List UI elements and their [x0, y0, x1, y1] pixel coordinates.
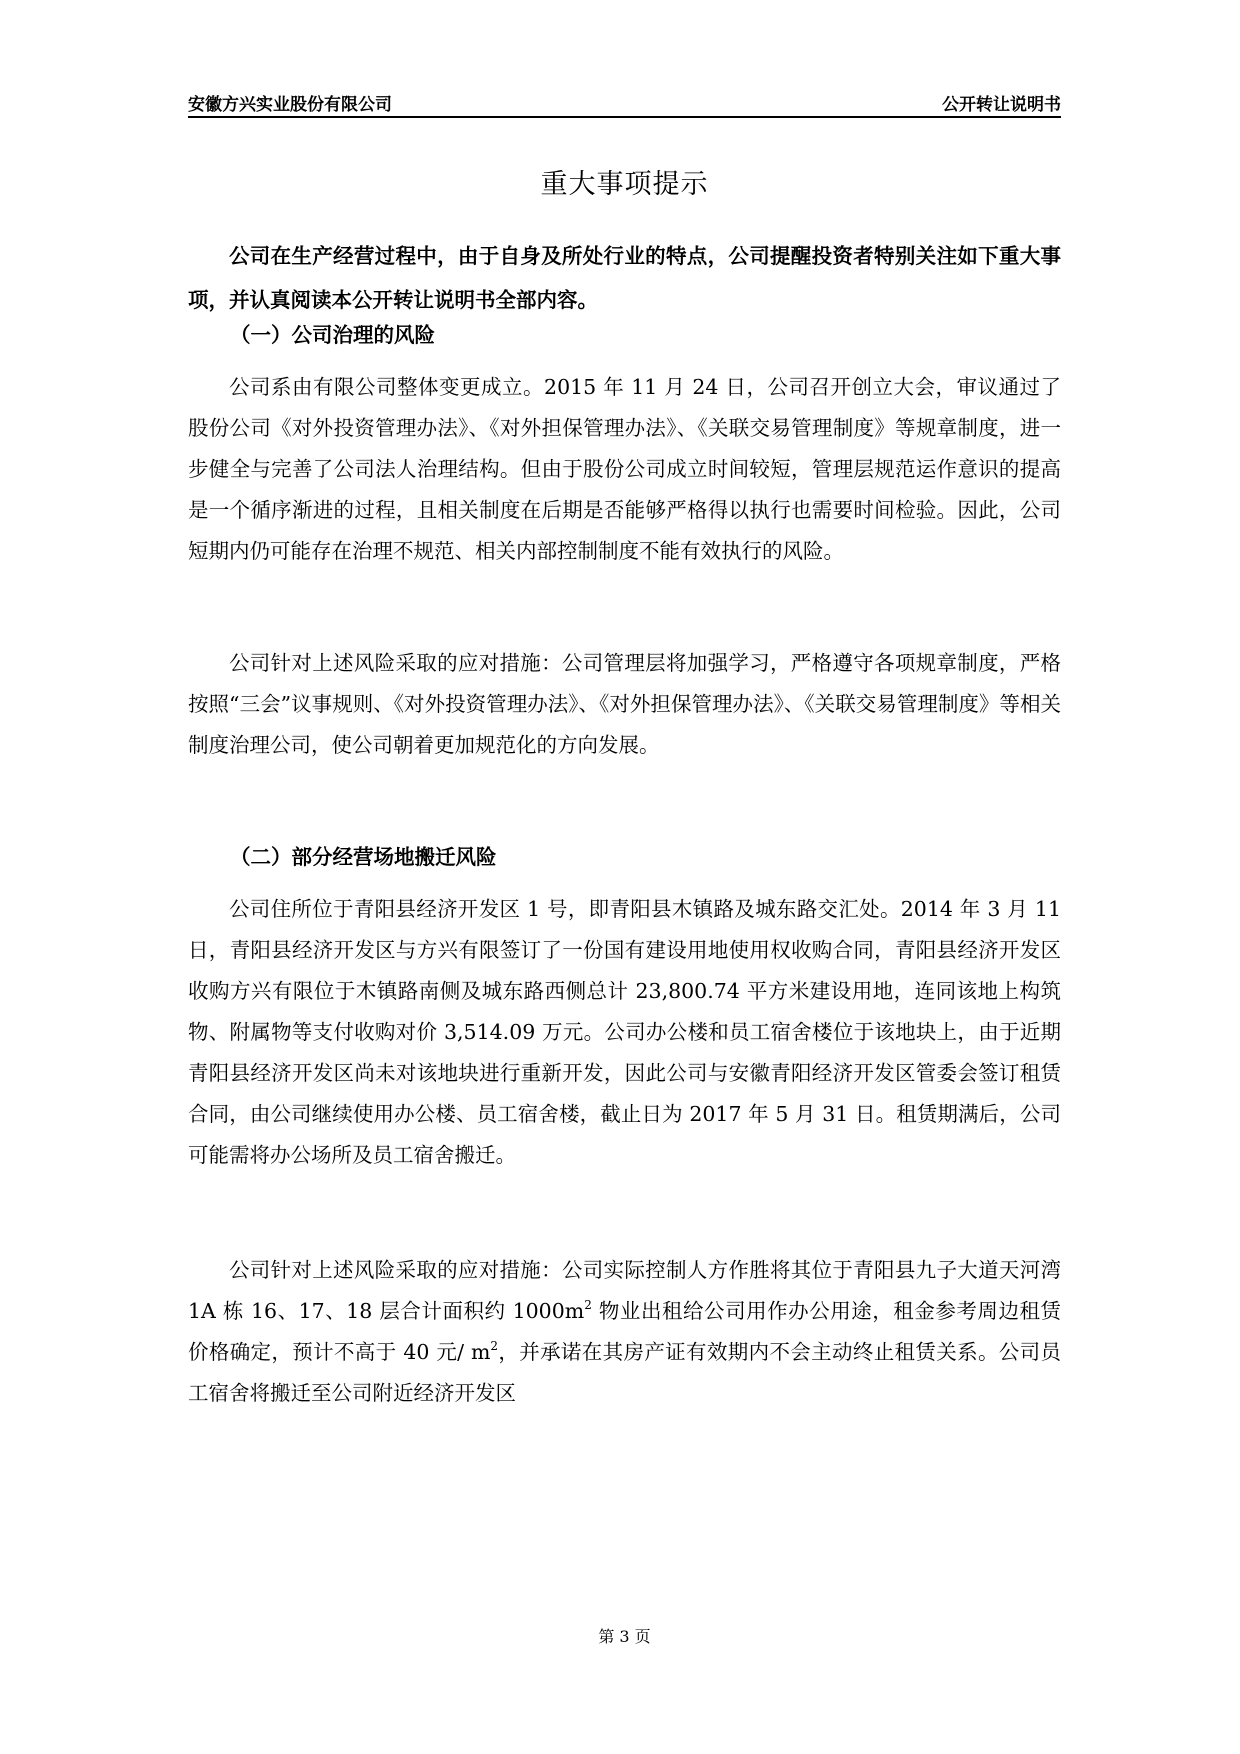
section-1-paragraph-1: 公司系由有限公司整体变更成立。2015 年 11 月 24 日，公司召开创立大会，审议通过了股份公司《对外投资管理办法》、《对外担保管理办法》、《关联交易管理制度》等规章制度，进一步健全与完善了公司法人治理结构。但由于股份公司成立时间较短，管理层规范运作意识的提高是一个循序渐进的过程，且相关制度在后期是否能够严格得以执行也需要时间检验。因此，公司短期内仍可能存在治理不规范、相关内部控制制度不能有效执行的风险。 [188, 375, 1061, 563]
superscript-square: 2 [490, 1339, 499, 1353]
section-2-paragraph-2-text-a: 公司针对上述风险采取的应对措施：公司实际控制人方作胜将其位于青阳县九子大道天河湾 1A 栋 16、17、18 层合计面积约 1000m [188, 1258, 1061, 1323]
section-2-paragraph-2-text-c: ，并承诺在其房产证有效期内不会主动终止租赁关系。公司员工宿舍将搬迁至公司附近经济开发区 [188, 1340, 1061, 1405]
header-document-type: 公开转让说明书 [942, 95, 1061, 115]
section-1-paragraph-2: 公司针对上述风险采取的应对措施：公司管理层将加强学习，严格遵守各项规章制度，严格按照“三会”议事规则、《对外投资管理办法》、《对外担保管理办法》、《关联交易管理制度》等相关制度治理公司，使公司朝着更加规范化的方向发展。 [188, 651, 1061, 757]
header-company-name: 安徽方兴实业股份有限公司 [188, 95, 392, 115]
page-header [188, 88, 1061, 118]
section-2-paragraph-1: 公司住所位于青阳县经济开发区 1 号，即青阳县木镇路及城东路交汇处。2014 年 3 月 11 日，青阳县经济开发区与方兴有限签订了一份国有建设用地使用权收购合同，青阳县经济开发区收购方兴有限位于木镇路南侧及城东路西侧总计 23,800.74 平方米建设用地，连同该地上构筑物、附属物等支付收购对价 3,514.09 万元。公司办公楼和员工宿舍楼位于该地块上，由于近期青阳县经济开发区尚未对该地块进行重新开发，因此公司与安徽青阳经济开发区管委会签订租赁合同，由公司继续使用办公楼、员工宿舍楼，截止日为 2017 年 5 月 31 日。租赁期满后，公司可能需将办公场所及员工宿舍搬迁。 [188, 897, 1061, 1167]
important-notice: 公司在生产经营过程中，由于自身及所处行业的特点，公司提醒投资者特别关注如下重大事项，并认真阅读本公开转让说明书全部内容。 [188, 244, 1061, 312]
section-2-heading: （二）部分经营场地搬迁风险 [230, 845, 497, 869]
page-number: 第 3 页 [598, 1627, 651, 1646]
document-title: 重大事项提示 [540, 169, 709, 200]
superscript-square: 2 [584, 1298, 592, 1312]
section-2-paragraph-2 [188, 1250, 1061, 1414]
section-1-heading: （一）公司治理的风险 [230, 323, 435, 347]
section-2-paragraph-2-text-b: 物业出租给公司用作办公用途，租金参考周边租赁价格确定，预计不高于 40 元/ m [188, 1299, 1062, 1364]
